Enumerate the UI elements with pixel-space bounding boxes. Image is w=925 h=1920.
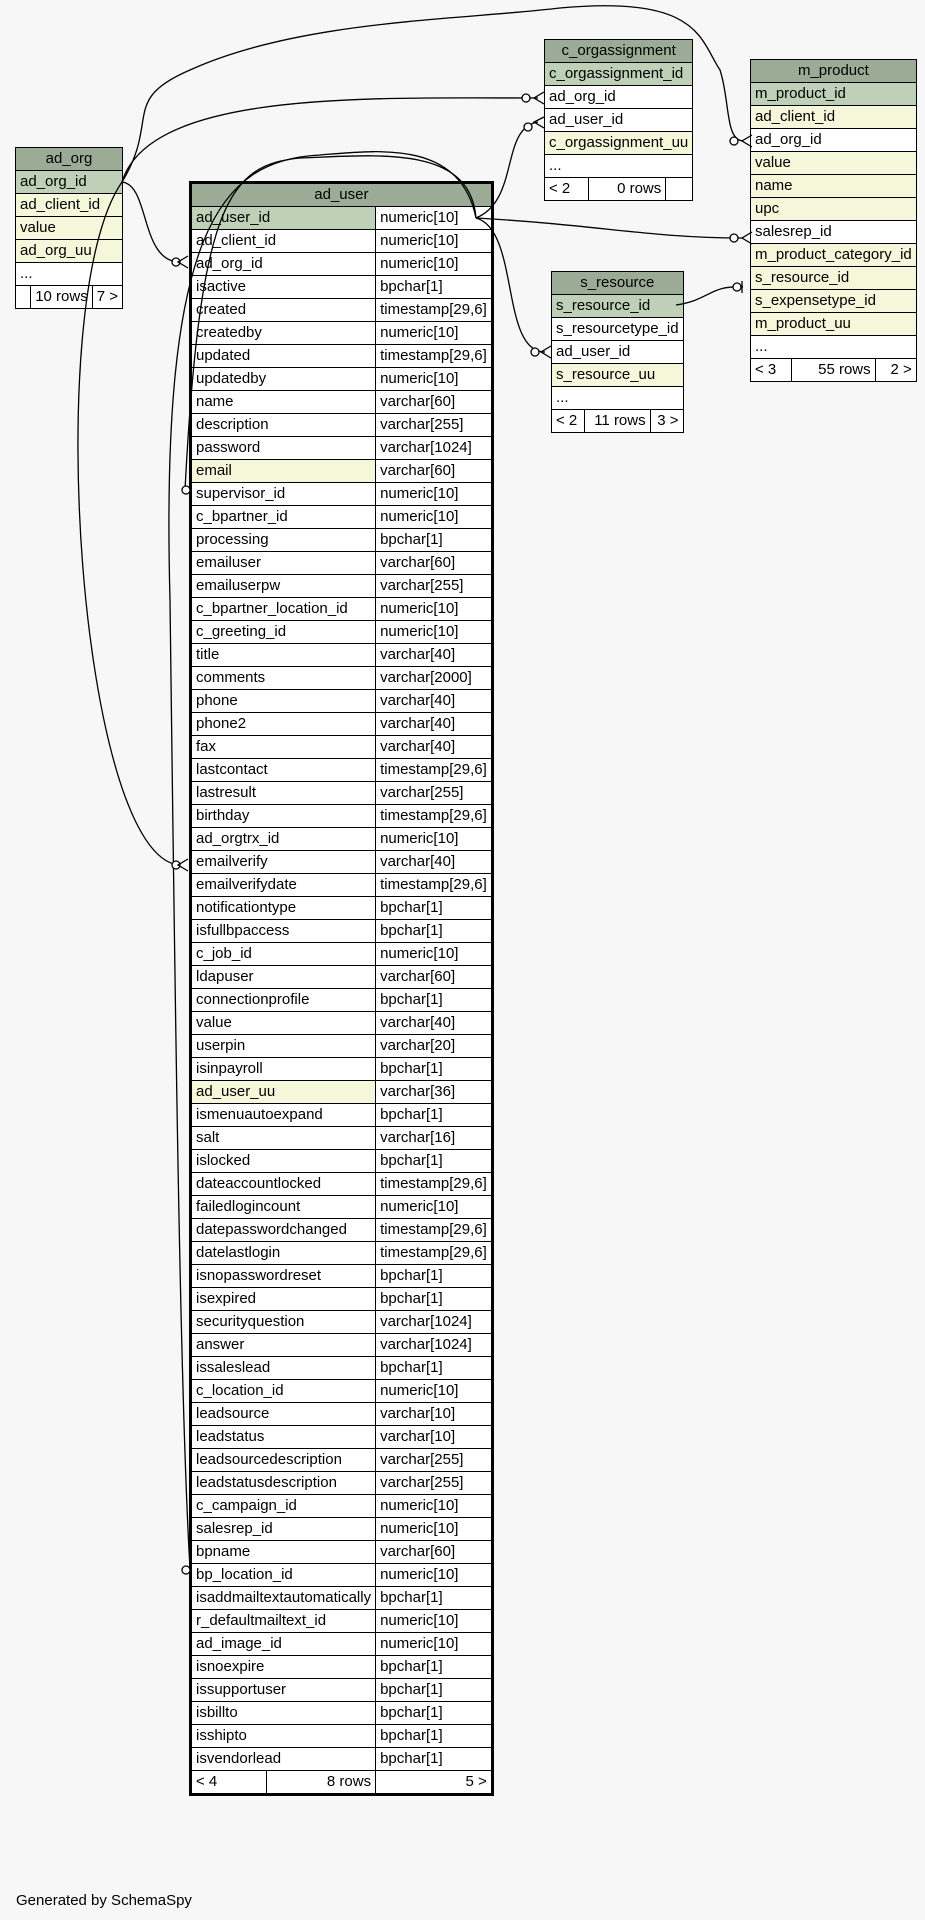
column-ad_client_id[interactable]: ad_client_id: [16, 194, 123, 217]
column-type: varchar[255]: [376, 782, 493, 805]
column-row[interactable]: [191, 1012, 493, 1035]
column-row[interactable]: [191, 1357, 493, 1380]
column-type: varchar[60]: [376, 552, 493, 575]
column-type: timestamp[29,6]: [376, 759, 493, 782]
column-row[interactable]: [191, 575, 493, 598]
column-row[interactable]: [191, 1196, 493, 1219]
footer-children[interactable]: 3 >: [650, 410, 683, 433]
column-row[interactable]: [191, 644, 493, 667]
column-ad_orgtrx_id[interactable]: ad_orgtrx_id: [191, 828, 376, 851]
column-ismenuautoexpand[interactable]: ismenuautoexpand: [191, 1104, 376, 1127]
column-name[interactable]: name: [191, 391, 376, 414]
footer-row-count: 8 rows: [267, 1771, 376, 1795]
column-issaleslead[interactable]: issaleslead: [191, 1357, 376, 1380]
footer-row-count: 0 rows: [588, 178, 665, 201]
column-row[interactable]: [191, 1610, 493, 1633]
footer-children[interactable]: 5 >: [376, 1771, 493, 1795]
table-c_orgassignment[interactable]: [544, 39, 693, 201]
column-type: bpchar[1]: [376, 1725, 493, 1748]
column-isnopasswordreset[interactable]: isnopasswordreset: [191, 1265, 376, 1288]
column-row[interactable]: [191, 598, 493, 621]
column-row[interactable]: [191, 897, 493, 920]
column-m_product_uu[interactable]: m_product_uu: [751, 313, 917, 336]
column-dateaccountlocked[interactable]: dateaccountlocked: [191, 1173, 376, 1196]
table-title[interactable]: ad_org: [16, 148, 123, 171]
column-row[interactable]: [191, 1334, 493, 1357]
column-row[interactable]: [191, 1311, 493, 1334]
column-processing[interactable]: processing: [191, 529, 376, 552]
column-c_location_id[interactable]: c_location_id: [191, 1380, 376, 1403]
column-row[interactable]: [191, 483, 493, 506]
column-isnoexpire[interactable]: isnoexpire: [191, 1656, 376, 1679]
column-bp_location_id[interactable]: bp_location_id: [191, 1564, 376, 1587]
column-row[interactable]: [191, 1472, 493, 1495]
column-row[interactable]: [191, 1679, 493, 1702]
column-type: numeric[10]: [376, 828, 493, 851]
column-type: numeric[10]: [376, 368, 493, 391]
column-type: varchar[2000]: [376, 667, 493, 690]
column-connectionprofile[interactable]: connectionprofile: [191, 989, 376, 1012]
column-type: varchar[255]: [376, 575, 493, 598]
column-isactive[interactable]: isactive: [191, 276, 376, 299]
column-type: varchar[60]: [376, 1541, 493, 1564]
column-password[interactable]: password: [191, 437, 376, 460]
column-isaddmailtextautomatically[interactable]: isaddmailtextautomatically: [191, 1587, 376, 1610]
column-fax[interactable]: fax: [191, 736, 376, 759]
column-ad_client_id[interactable]: ad_client_id: [751, 106, 917, 129]
column-description[interactable]: description: [191, 414, 376, 437]
column-emailuser[interactable]: emailuser: [191, 552, 376, 575]
column-row[interactable]: [191, 690, 493, 713]
column-type: bpchar[1]: [376, 1748, 493, 1771]
column-c_orgassignment_id[interactable]: c_orgassignment_id: [545, 63, 693, 86]
column-c_job_id[interactable]: c_job_id: [191, 943, 376, 966]
column-isvendorlead[interactable]: isvendorlead: [191, 1748, 376, 1771]
column-ad_client_id[interactable]: ad_client_id: [191, 230, 376, 253]
column-row[interactable]: [191, 299, 493, 322]
column-type: numeric[10]: [376, 322, 493, 345]
column-type: varchar[40]: [376, 690, 493, 713]
column-birthday[interactable]: birthday: [191, 805, 376, 828]
column-c_greeting_id[interactable]: c_greeting_id: [191, 621, 376, 644]
link-sresource-mproduct: [676, 287, 743, 305]
column-islocked[interactable]: islocked: [191, 1150, 376, 1173]
column-name[interactable]: name: [751, 175, 917, 198]
column-type: numeric[10]: [376, 1518, 493, 1541]
table-s_resource[interactable]: [551, 271, 684, 433]
column-type: timestamp[29,6]: [376, 874, 493, 897]
column-row[interactable]: [191, 782, 493, 805]
column-salt[interactable]: salt: [191, 1127, 376, 1150]
column-row[interactable]: [191, 1518, 493, 1541]
column-c_bpartner_id[interactable]: c_bpartner_id: [191, 506, 376, 529]
column-created[interactable]: created: [191, 299, 376, 322]
table-title[interactable]: c_orgassignment: [545, 40, 693, 63]
column-isexpired[interactable]: isexpired: [191, 1288, 376, 1311]
column-type: timestamp[29,6]: [376, 1219, 493, 1242]
column-ad_org_uu[interactable]: ad_org_uu: [16, 240, 123, 263]
column-type: varchar[1024]: [376, 437, 493, 460]
column-updatedby[interactable]: updatedby: [191, 368, 376, 391]
column-row[interactable]: [191, 552, 493, 575]
column-type: bpchar[1]: [376, 897, 493, 920]
column-more: ...: [751, 336, 917, 359]
column-type: varchar[16]: [376, 1127, 493, 1150]
link-ad_org-orgassign: [122, 98, 538, 182]
column-type: varchar[40]: [376, 713, 493, 736]
column-row[interactable]: [191, 943, 493, 966]
column-row[interactable]: [191, 1403, 493, 1426]
column-ad_user_id[interactable]: ad_user_id: [191, 207, 376, 230]
column-row[interactable]: [191, 1426, 493, 1449]
column-more: ...: [545, 155, 693, 178]
column-updated[interactable]: updated: [191, 345, 376, 368]
column-row[interactable]: [191, 230, 493, 253]
column-title[interactable]: title: [191, 644, 376, 667]
column-type: varchar[60]: [376, 391, 493, 414]
column-row[interactable]: [191, 966, 493, 989]
footer-row-count: 55 rows: [792, 359, 876, 382]
column-isinpayroll[interactable]: isinpayroll: [191, 1058, 376, 1081]
column-ad_org_id[interactable]: ad_org_id: [751, 129, 917, 152]
column-emailverify[interactable]: emailverify: [191, 851, 376, 874]
column-row[interactable]: [191, 460, 493, 483]
column-type: varchar[10]: [376, 1403, 493, 1426]
column-type: numeric[10]: [376, 1633, 493, 1656]
column-type: varchar[20]: [376, 1035, 493, 1058]
column-row[interactable]: [191, 805, 493, 828]
column-bpname[interactable]: bpname: [191, 1541, 376, 1564]
footer-row-count: 11 rows: [584, 410, 650, 433]
footer-row-count: 10 rows: [31, 286, 93, 309]
column-value[interactable]: value: [751, 152, 917, 175]
column-row[interactable]: [191, 621, 493, 644]
column-row[interactable]: [191, 713, 493, 736]
footer-parents[interactable]: < 2: [552, 410, 585, 433]
column-row[interactable]: [191, 368, 493, 391]
column-type: numeric[10]: [376, 1495, 493, 1518]
column-c_campaign_id[interactable]: c_campaign_id: [191, 1495, 376, 1518]
column-leadstatusdescription[interactable]: leadstatusdescription: [191, 1472, 376, 1495]
footer-children[interactable]: 7 >: [92, 286, 122, 309]
column-row[interactable]: [191, 736, 493, 759]
column-m_product_category_id[interactable]: m_product_category_id: [751, 244, 917, 267]
column-type: varchar[40]: [376, 851, 493, 874]
footer-parents[interactable]: < 4: [191, 1771, 267, 1795]
column-ad_image_id[interactable]: ad_image_id: [191, 1633, 376, 1656]
column-s_expensetype_id[interactable]: s_expensetype_id: [751, 290, 917, 313]
column-m_product_id[interactable]: m_product_id: [751, 83, 917, 106]
column-type: bpchar[1]: [376, 1587, 493, 1610]
column-type: timestamp[29,6]: [376, 1242, 493, 1265]
column-salesrep_id[interactable]: salesrep_id: [751, 221, 917, 244]
column-type: numeric[10]: [376, 1380, 493, 1403]
column-type: numeric[10]: [376, 1196, 493, 1219]
column-type: varchar[40]: [376, 736, 493, 759]
column-row[interactable]: [191, 1449, 493, 1472]
column-row[interactable]: [191, 1081, 493, 1104]
column-datelastlogin[interactable]: datelastlogin: [191, 1242, 376, 1265]
column-securityquestion[interactable]: securityquestion: [191, 1311, 376, 1334]
column-lastcontact[interactable]: lastcontact: [191, 759, 376, 782]
column-row[interactable]: [191, 1541, 493, 1564]
column-type: bpchar[1]: [376, 1702, 493, 1725]
column-type: timestamp[29,6]: [376, 299, 493, 322]
column-value[interactable]: value: [16, 217, 123, 240]
column-s_resource_id[interactable]: s_resource_id: [552, 295, 684, 318]
column-ad_org_id[interactable]: ad_org_id: [191, 253, 376, 276]
column-row[interactable]: [191, 828, 493, 851]
column-row[interactable]: [191, 391, 493, 414]
column-failedlogincount[interactable]: failedlogincount: [191, 1196, 376, 1219]
column-phone2[interactable]: phone2: [191, 713, 376, 736]
column-type: numeric[10]: [376, 253, 493, 276]
column-type: bpchar[1]: [376, 920, 493, 943]
column-row[interactable]: [191, 1219, 493, 1242]
column-row[interactable]: [191, 1104, 493, 1127]
column-isbillto[interactable]: isbillto: [191, 1702, 376, 1725]
column-type: bpchar[1]: [376, 1104, 493, 1127]
column-upc[interactable]: upc: [751, 198, 917, 221]
link-ad_org-ad_user-org: [122, 182, 180, 262]
column-ad_user_uu[interactable]: ad_user_uu: [191, 1081, 376, 1104]
column-type: numeric[10]: [376, 230, 493, 253]
column-row[interactable]: [191, 1564, 493, 1587]
column-row[interactable]: [191, 1242, 493, 1265]
column-type: numeric[10]: [376, 207, 493, 230]
column-emailuserpw[interactable]: emailuserpw: [191, 575, 376, 598]
column-row[interactable]: [191, 989, 493, 1012]
column-row[interactable]: [191, 667, 493, 690]
column-type: varchar[40]: [376, 644, 493, 667]
column-row[interactable]: [191, 276, 493, 299]
column-row[interactable]: [191, 920, 493, 943]
column-row[interactable]: [191, 414, 493, 437]
column-issupportuser[interactable]: issupportuser: [191, 1679, 376, 1702]
column-type: varchar[60]: [376, 966, 493, 989]
column-row[interactable]: [191, 1150, 493, 1173]
column-r_defaultmailtext_id[interactable]: r_defaultmailtext_id: [191, 1610, 376, 1633]
column-type: bpchar[1]: [376, 1265, 493, 1288]
column-row[interactable]: [191, 1288, 493, 1311]
column-phone[interactable]: phone: [191, 690, 376, 713]
column-type: bpchar[1]: [376, 1150, 493, 1173]
column-answer[interactable]: answer: [191, 1334, 376, 1357]
column-row[interactable]: [191, 322, 493, 345]
column-type: bpchar[1]: [376, 276, 493, 299]
column-ad_org_id[interactable]: ad_org_id: [545, 86, 693, 109]
column-type: numeric[10]: [376, 943, 493, 966]
column-type: varchar[36]: [376, 1081, 493, 1104]
column-row[interactable]: [191, 1633, 493, 1656]
column-lastresult[interactable]: lastresult: [191, 782, 376, 805]
table-ad_org[interactable]: [15, 147, 123, 309]
column-row[interactable]: [191, 1725, 493, 1748]
column-type: bpchar[1]: [376, 1058, 493, 1081]
column-row[interactable]: [191, 529, 493, 552]
column-type: numeric[10]: [376, 1610, 493, 1633]
column-type: numeric[10]: [376, 483, 493, 506]
column-c_bpartner_location_id[interactable]: c_bpartner_location_id: [191, 598, 376, 621]
column-type: bpchar[1]: [376, 529, 493, 552]
column-ad_user_id[interactable]: ad_user_id: [545, 109, 693, 132]
column-s_resource_id[interactable]: s_resource_id: [751, 267, 917, 290]
column-more: ...: [552, 387, 684, 410]
column-type: numeric[10]: [376, 1564, 493, 1587]
column-s_resourcetype_id[interactable]: s_resourcetype_id: [552, 318, 684, 341]
column-notificationtype[interactable]: notificationtype: [191, 897, 376, 920]
footer-parents[interactable]: < 3: [751, 359, 792, 382]
column-type: varchar[1024]: [376, 1311, 493, 1334]
column-row[interactable]: [191, 1265, 493, 1288]
column-createdby[interactable]: createdby: [191, 322, 376, 345]
table-title[interactable]: ad_user: [191, 183, 493, 207]
column-supervisor_id[interactable]: supervisor_id: [191, 483, 376, 506]
column-isfullbpaccess[interactable]: isfullbpaccess: [191, 920, 376, 943]
column-datepasswordchanged[interactable]: datepasswordchanged: [191, 1219, 376, 1242]
column-type: timestamp[29,6]: [376, 805, 493, 828]
column-s_resource_uu[interactable]: s_resource_uu: [552, 364, 684, 387]
column-row[interactable]: [191, 1035, 493, 1058]
column-isshipto[interactable]: isshipto: [191, 1725, 376, 1748]
column-row[interactable]: [191, 207, 493, 230]
column-salesrep_id[interactable]: salesrep_id: [191, 1518, 376, 1541]
column-ldapuser[interactable]: ldapuser: [191, 966, 376, 989]
column-email[interactable]: email: [191, 460, 376, 483]
link-aduser-mproduct: [476, 218, 743, 238]
column-type: varchar[255]: [376, 1472, 493, 1495]
column-emailverifydate[interactable]: emailverifydate: [191, 874, 376, 897]
column-type: varchar[40]: [376, 1012, 493, 1035]
column-more: ...: [16, 263, 123, 286]
column-leadstatus[interactable]: leadstatus: [191, 1426, 376, 1449]
column-type: bpchar[1]: [376, 1357, 493, 1380]
column-type: bpchar[1]: [376, 1656, 493, 1679]
footer-children[interactable]: 2 >: [875, 359, 916, 382]
column-row[interactable]: [191, 345, 493, 368]
column-type: numeric[10]: [376, 506, 493, 529]
column-row[interactable]: [191, 1748, 493, 1771]
column-type: varchar[60]: [376, 460, 493, 483]
table-title[interactable]: m_product: [751, 60, 917, 83]
column-type: bpchar[1]: [376, 989, 493, 1012]
column-type: varchar[10]: [376, 1426, 493, 1449]
column-ad_org_id[interactable]: ad_org_id: [16, 171, 123, 194]
column-c_orgassignment_uu[interactable]: c_orgassignment_uu: [545, 132, 693, 155]
column-row[interactable]: [191, 1702, 493, 1725]
column-row[interactable]: [191, 1058, 493, 1081]
column-row[interactable]: [191, 1587, 493, 1610]
column-row[interactable]: [191, 851, 493, 874]
column-leadsourcedescription[interactable]: leadsourcedescription: [191, 1449, 376, 1472]
column-row[interactable]: [191, 253, 493, 276]
footer-parents[interactable]: < 2: [545, 178, 589, 201]
column-row[interactable]: [191, 1656, 493, 1679]
column-row[interactable]: [191, 1127, 493, 1150]
column-type: timestamp[29,6]: [376, 1173, 493, 1196]
table-ad_user[interactable]: [189, 181, 494, 1796]
column-type: bpchar[1]: [376, 1679, 493, 1702]
column-type: varchar[1024]: [376, 1334, 493, 1357]
column-row[interactable]: [191, 1173, 493, 1196]
column-row[interactable]: [191, 759, 493, 782]
column-type: varchar[255]: [376, 414, 493, 437]
column-type: bpchar[1]: [376, 1288, 493, 1311]
footer-children: [666, 178, 693, 201]
column-type: numeric[10]: [376, 598, 493, 621]
column-row[interactable]: [191, 506, 493, 529]
column-leadsource[interactable]: leadsource: [191, 1403, 376, 1426]
footer-parents: [16, 286, 31, 309]
generated-by-footer: Generated by SchemaSpy: [16, 1892, 192, 1909]
table-m_product[interactable]: [750, 59, 917, 382]
column-row[interactable]: [191, 1495, 493, 1518]
column-row[interactable]: [191, 874, 493, 897]
column-comments[interactable]: comments: [191, 667, 376, 690]
column-type: numeric[10]: [376, 621, 493, 644]
column-userpin[interactable]: userpin: [191, 1035, 376, 1058]
column-type: timestamp[29,6]: [376, 345, 493, 368]
table-title[interactable]: s_resource: [552, 272, 684, 295]
column-type: varchar[255]: [376, 1449, 493, 1472]
column-ad_user_id[interactable]: ad_user_id: [552, 341, 684, 364]
column-row[interactable]: [191, 1380, 493, 1403]
column-row[interactable]: [191, 437, 493, 460]
column-value[interactable]: value: [191, 1012, 376, 1035]
